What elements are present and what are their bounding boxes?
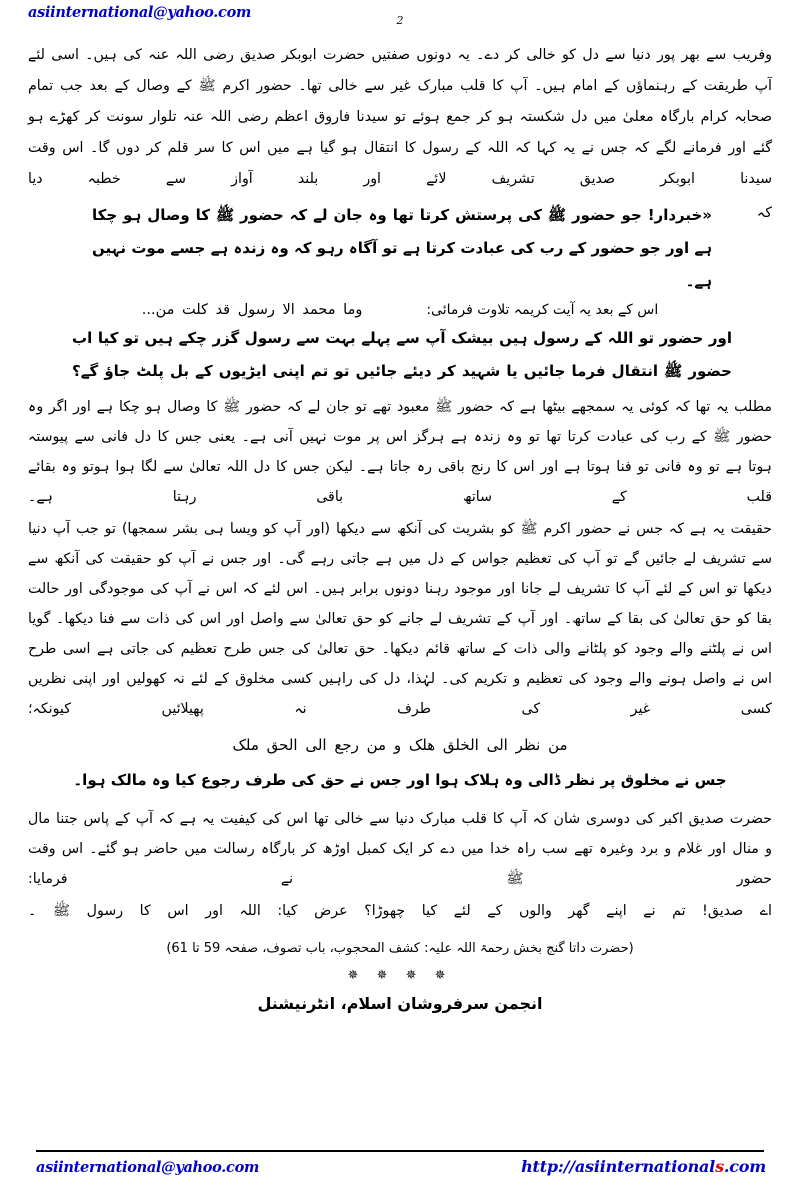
page-number: 2 <box>396 14 404 27</box>
hadith-quote-text: من نظر الى الخلق هلک و من رجع الى الحق ملک <box>232 736 568 754</box>
lead-word-ke: کہ <box>756 205 772 221</box>
body-paragraph-1: وفریب سے بھر پور دنیا سے دل کو خالی کر دے۔ یہ دونوں صفتیں حضرت ابوبکر صدیق رضی اللہ عنہ کی ہیں۔ اسی لئے آپ طریقت کے رہنماؤں کے امام ہیں۔ آپ کا قلب مبارک غیر سے خالی تھا۔ حضور اکرم ﷺ کے وصال کے بعد جب تمام صحابہ کرام بارگاہ معلیٰ میں دل شکستہ ہو کر جمع ہوئے تو سیدنا فاروق اعظم رضی اللہ عنہ تلوار سونت کر کھڑے ہو گئے اور فرمانے لگے کہ جس نے یہ کہا کہ اللہ کے رسول کا انتقال ہو گیا ہے میں اس کا سر قلم کر دوں گا۔ اس وقت سیدنا ابوبکر صدیق تشریف لائے اور بلند آواز سے خطبہ دیا <box>28 47 772 187</box>
callout-block-2: اور حضور تو اللہ کے رسول ہیں بیشک آپ سے پہلے بہت سے رسول گزر چکے ہیں تو کیا اب حضور ﷺ انتقال فرما جائیں یا شہید کر دیئے جائیں تو تم اپنی ایڑیوں کے بل پلٹ جاؤ گے؟ <box>72 329 732 380</box>
final-dialogue-line <box>28 896 772 926</box>
footer-url-prefix: http://asiinternational <box>521 1157 716 1176</box>
body-paragraph-2: مطلب یہ تھا کہ کوئی یہ سمجھے بیٹھا ہے کہ حضور ﷺ معبود تھے تو جان لے کہ حضور ﷺ کا وصال ہو چکا ہے اور اگر وہ حضور ﷺ کے رب کی عبادت کرتا تھا تو وہ زندہ ہے ہرگز اس پر موت نہیں آنی ہے۔ یعنی جس کا دل فانی سے پیوستہ ہوتا ہے تو وہ فانی تو فنا ہوتا ہے اور اس کا رنج باقی رہ جاتا ہے۔ لیکن جس کا دل اللہ تعالیٰ سے لگا ہوا ہوتو وہ بقائے قلب کے ساتھ باقی رہتا ہے۔ <box>28 399 772 505</box>
final-dialogue-text: تم نے اپنے گھر والوں کے لئے کیا چھوڑا؟ عرض کیا: اللہ اور اس کا رسول ﷺ ۔ <box>28 903 686 919</box>
footer-email-address[interactable]: asiinternational@yahoo.com <box>36 1159 259 1176</box>
final-dialogue-label: اے صدیق! <box>702 903 773 919</box>
ornament-divider-icon: ✵ ✵ ✵ ✵ <box>347 968 453 983</box>
footer-url-accent-letter: s <box>715 1157 724 1176</box>
hadith-translation: جس نے مخلوق پر نظر ڈالی وہ ہلاک ہوا اور جس نے حق کی طرف رجوع کیا وہ مالک ہوا۔ <box>73 771 727 789</box>
footer-url-suffix: .com <box>723 1157 766 1176</box>
organization-name: انجمن سرفروشان اسلام، انٹرنیشنل <box>257 994 543 1013</box>
quran-quote-row <box>28 302 772 318</box>
body-paragraph-3: حقیقت یہ ہے کہ جس نے حضور اکرم ﷺ کو بشریت کی آنکھ سے دیکھا (اور آپ کو ویسا ہی بشر سمجھا) تو جب آپ دنیا سے تشریف لے جائیں گے تو آپ کی تعظیم جواس کے دل میں ہے جاتی رہے گی۔ اور جس نے آپ کو حقیقت کی آنکھ سے دیکھا تو اس کے لئے آپ کا تشریف لے جانا اور موجود رہنا دونوں برابر ہیں۔ اس لئے کہ اس نے آپ کی موجودگی اور حالت بقا کو حق تعالیٰ کی بقا کے ساتھ۔ اور آپ کے تشریف لے جانے کو حق تعالیٰ سے واصل اور اس کی ذات سے فنا دیکھا۔ گویا اس نے پلٹنے والے وجود کو پلٹانے والی ذات کے ساتھ قائم دیکھا۔ حق تعالیٰ کی جس طرح تعظیم کی جاتی ہے اسی طرح اس نے واصل ہونے والے وجود کی تعظیم و تکریم کی۔ لہٰذا، دل کی راہیں کسی مخلوق کے لئے نہ کھولیں اور اپنی نظریں کسی غیر کی طرف نہ پھیلائیں کیونکہ؛ <box>28 521 772 717</box>
document-body <box>28 40 772 1013</box>
footer-website-url[interactable] <box>521 1157 766 1176</box>
quote-intro-label: اس کے بعد یہ آیت کریمہ تلاوت فرمائی: <box>426 302 659 318</box>
footer-divider <box>36 1150 764 1152</box>
body-paragraph-4: حضرت صدیق اکبر کی دوسری شان کہ آپ کا قلب مبارک دنیا سے خالی تھا اس کی کیفیت یہ ہے کہ آپ کے پاس جتنا مال و منال اور غلام و برد وغیرہ تھے سب راہ خدا میں دے کر ایک کمبل اوڑھ کر بارگاہ رسالت میں حاضر ہو گئے۔ اس وقت حضور ﷺ نے فرمایا: <box>28 811 772 887</box>
callout-block-1: «خبردار! جو حضور ﷺ کی پرستش کرتا تھا وہ جان لے کہ حضور ﷺ کا وصال ہو چکا ہے اور جو حضور کے رب کی عبادت کرتا ہے تو آگاہ رہو کہ وہ زندہ ہے جسے موت نہیں ہے۔ <box>92 206 712 290</box>
header-email-address[interactable]: asiinternational@yahoo.com <box>28 4 251 21</box>
page-header <box>0 4 800 38</box>
quran-quote-text: وما محمد الا رسول قد کلت من... <box>141 302 363 318</box>
source-citation: (حضرت داتا گنج بخش رحمۃ اللہ علیہ: کشف المحجوب، باب تصوف، صفحہ 59 تا 61) <box>166 941 634 956</box>
page-footer <box>0 1150 800 1190</box>
